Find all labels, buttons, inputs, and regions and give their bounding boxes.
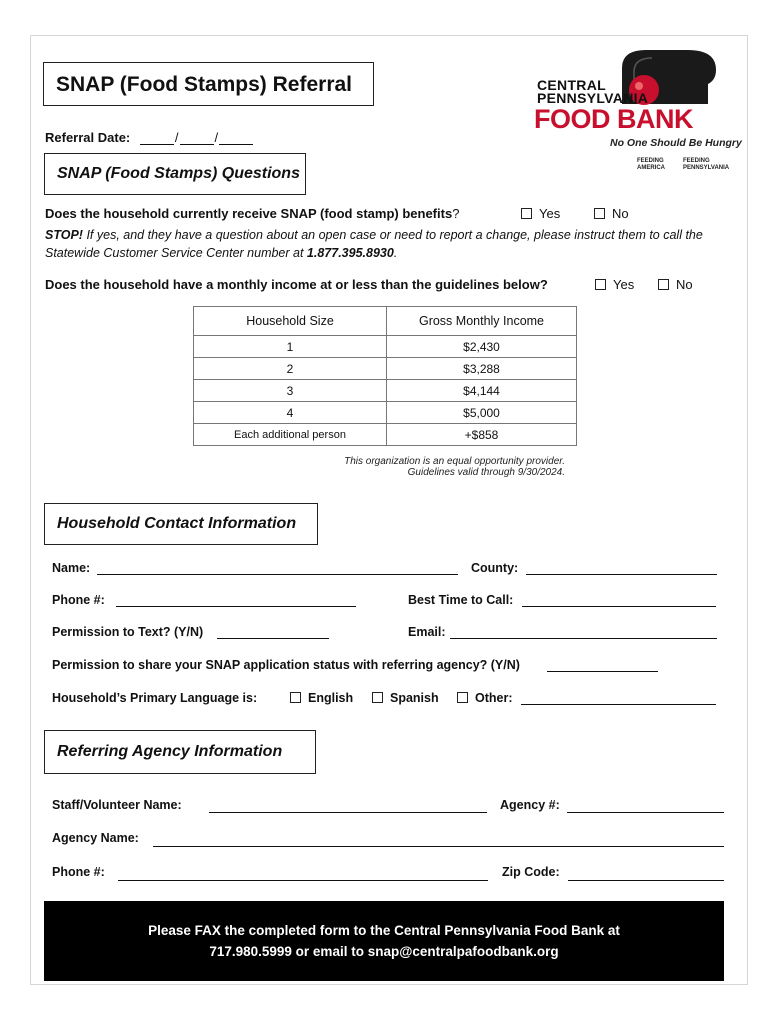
question-mark: ?	[452, 206, 460, 221]
option-label: Yes	[613, 277, 635, 292]
income-guidelines-table	[193, 306, 577, 446]
note-line: Guidelines valid through 9/30/2024.	[407, 467, 565, 478]
zip-code-field[interactable]	[568, 880, 724, 881]
section-title: Household Contact Information	[57, 515, 297, 532]
checkbox-icon[interactable]	[658, 279, 669, 290]
agency-name-field[interactable]	[153, 846, 724, 847]
table-cell: 3	[194, 380, 387, 402]
checkbox-icon[interactable]	[372, 692, 383, 703]
table-cell: $5,000	[387, 402, 577, 424]
stop-end: .	[393, 246, 398, 260]
footer-line: Please FAX the completed form to the Central Pennsylvania Food Bank at	[148, 923, 620, 938]
form-title: SNAP (Food Stamps) Referral	[56, 73, 352, 96]
best-time-field[interactable]	[522, 606, 716, 607]
staff-name-label: Staff/Volunteer Name:	[52, 798, 182, 812]
primary-language-label: Household’s Primary Language is:	[52, 691, 258, 705]
referral-date-row	[45, 130, 253, 145]
option-label: English	[308, 691, 354, 705]
table-cell: 1	[194, 336, 387, 358]
fax-instructions-banner	[44, 901, 724, 981]
q2-no-option[interactable]	[658, 277, 693, 292]
permission-share-label: Permission to share your SNAP application status with referring agency? (Y/N)	[52, 658, 520, 672]
section-title: SNAP (Food Stamps) Questions	[57, 165, 300, 182]
question-receive-snap	[45, 206, 459, 221]
language-english-option[interactable]	[290, 691, 353, 705]
option-label: Other:	[475, 691, 513, 705]
phone-field[interactable]	[116, 606, 356, 607]
form-title-box	[43, 62, 374, 106]
note-line: This organization is an equal opportunity provider.	[344, 456, 565, 467]
table-row	[194, 402, 577, 424]
permission-text-field[interactable]	[217, 638, 329, 639]
option-label: Yes	[539, 206, 561, 221]
table-cell: $4,144	[387, 380, 577, 402]
name-field[interactable]	[97, 574, 458, 575]
county-field[interactable]	[526, 574, 717, 575]
agency-name-label: Agency Name:	[52, 831, 139, 845]
section-referring-agency	[44, 730, 316, 774]
table-row	[194, 358, 577, 380]
checkbox-icon[interactable]	[595, 279, 606, 290]
referral-date-year-field[interactable]	[219, 132, 253, 145]
referral-date-label: Referral Date:	[45, 130, 131, 145]
agency-number-field[interactable]	[567, 812, 724, 813]
table-header-row	[194, 307, 577, 336]
agency-phone-field[interactable]	[118, 880, 488, 881]
language-spanish-option[interactable]	[372, 691, 439, 705]
table-header: Gross Monthly Income	[387, 307, 577, 336]
name-label: Name:	[52, 561, 91, 575]
date-separator: /	[174, 130, 179, 145]
question-income-guidelines: Does the household have a monthly income at or less than the guidelines below?	[45, 277, 548, 292]
logo-line-central: CENTRAL	[537, 77, 606, 93]
section-snap-questions	[44, 153, 306, 195]
logo-line-pennsylvania: PENNSYLVANIA	[537, 90, 649, 106]
option-label: No	[676, 277, 693, 292]
date-separator: /	[214, 130, 219, 145]
logo-tagline: No One Should Be Hungry	[610, 137, 742, 149]
agency-phone-label: Phone #:	[52, 865, 105, 879]
checkbox-icon[interactable]	[290, 692, 301, 703]
question-text: Does the household currently receive SNAP (food stamp) benefits	[45, 206, 453, 221]
county-label: County:	[471, 561, 519, 575]
table-cell: $3,288	[387, 358, 577, 380]
equal-opportunity-note	[280, 456, 565, 478]
checkbox-icon[interactable]	[457, 692, 468, 703]
option-label: Spanish	[390, 691, 439, 705]
language-other-option[interactable]	[457, 691, 513, 705]
table-row	[194, 336, 577, 358]
section-title: Referring Agency Information	[57, 743, 283, 760]
table-row	[194, 424, 577, 446]
phone-label: Phone #:	[52, 593, 105, 607]
referral-date-day-field[interactable]	[180, 132, 214, 145]
feeding-america-logo: FEEDING AMERICA	[637, 158, 665, 171]
table-cell: 4	[194, 402, 387, 424]
stop-label: STOP!	[45, 228, 83, 242]
table-row	[194, 380, 577, 402]
table-cell: 2	[194, 358, 387, 380]
footer-line: 717.980.5999 or email to snap@centralpafoodbank.org	[209, 944, 559, 959]
option-label: No	[612, 206, 629, 221]
zip-code-label: Zip Code:	[502, 865, 560, 879]
language-other-field[interactable]	[521, 704, 716, 705]
agency-number-label: Agency #:	[500, 798, 560, 812]
permission-text-label: Permission to Text? (Y/N)	[52, 625, 204, 639]
table-header: Household Size	[194, 307, 387, 336]
logo-brand: FOOD BANK	[534, 104, 693, 134]
checkbox-icon[interactable]	[594, 208, 605, 219]
logo-text	[537, 79, 648, 105]
stop-text: If yes, and they have a question about an open case or need to report a change, please instruct them to call the Statewide Customer Service Center number at	[45, 228, 703, 260]
q1-yes-option[interactable]	[521, 206, 560, 221]
email-field[interactable]	[450, 638, 717, 639]
feeding-pennsylvania-logo: FEEDING PENNSYLVANIA	[683, 158, 730, 171]
table-cell: Each additional person	[194, 424, 387, 446]
customer-service-phone: 1.877.395.8930	[306, 246, 394, 260]
table-cell: +$858	[387, 424, 577, 446]
permission-share-field[interactable]	[547, 671, 658, 672]
email-label: Email:	[408, 625, 446, 639]
table-cell: $2,430	[387, 336, 577, 358]
staff-name-field[interactable]	[209, 812, 487, 813]
best-time-label: Best Time to Call:	[408, 593, 514, 607]
referral-date-month-field[interactable]	[140, 132, 174, 145]
q2-yes-option[interactable]	[595, 277, 634, 292]
stop-instructions	[45, 226, 725, 262]
checkbox-icon[interactable]	[521, 208, 532, 219]
section-household-contact	[44, 503, 318, 545]
q1-no-option[interactable]	[594, 206, 629, 221]
